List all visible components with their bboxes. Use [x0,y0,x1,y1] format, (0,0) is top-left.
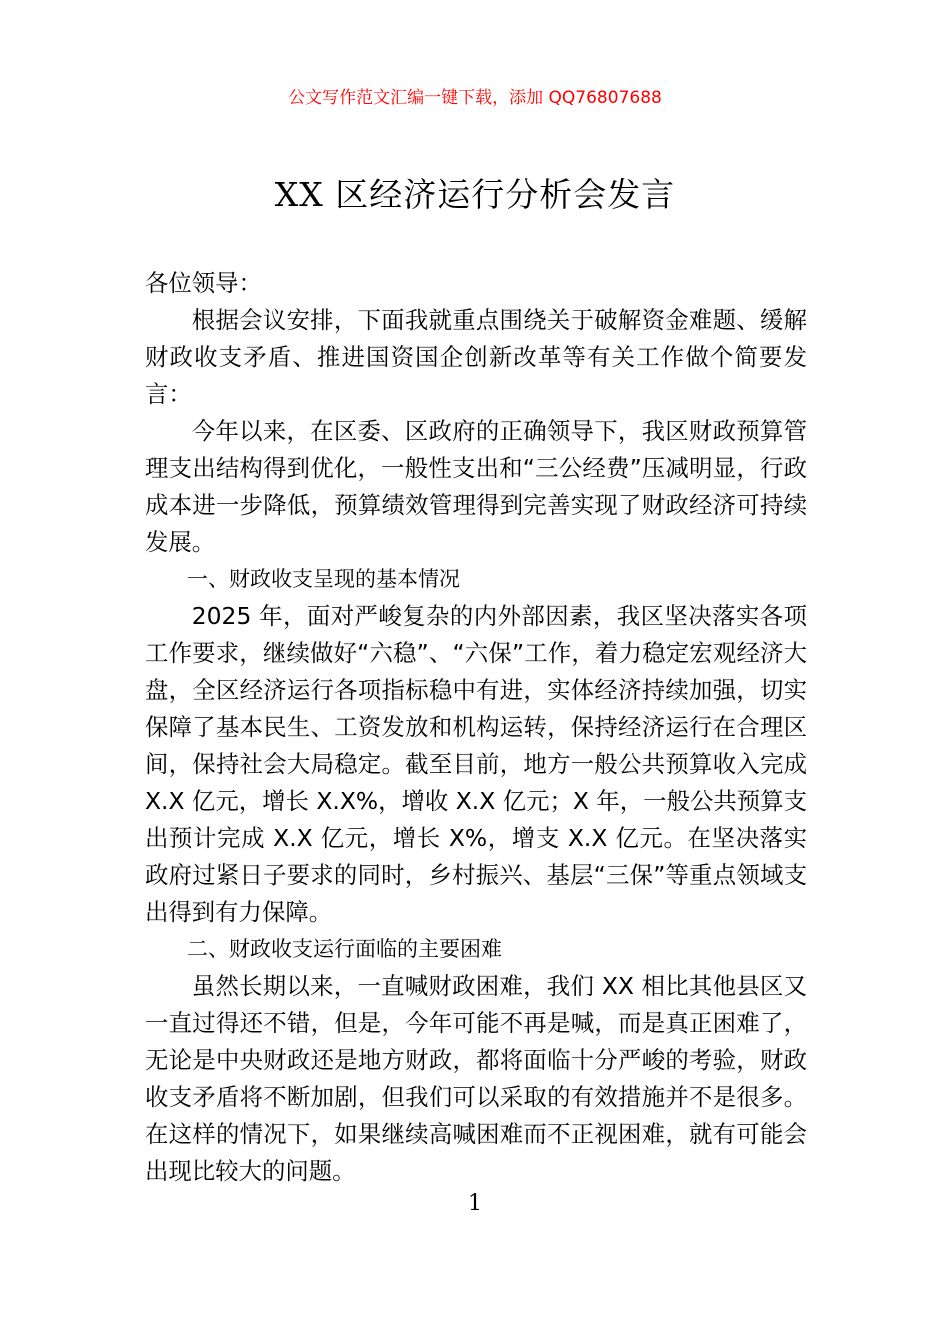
header-download-note: 公文写作范文汇编一键下载，添加 QQ76807688 [288,88,662,108]
paragraph-overview: 今年以来，在区委、区政府的正确领导下，我区财政预算管理支出结构得到优化，一般性支出和“三公经费”压减明显，行政成本进一步降低，预算绩效管理得到完善实现了财政经济可持续发展。 [145,417,807,556]
paragraph-section-1: 2025 年，面对严峻复杂的内外部因素，我区坚决落实各项工作要求，继续做好“六稳”、“六保”工作，着力稳定宏观经济大盘，全区经济运行各项指标稳中有进，实体经济持续加强，切实保障了基本民生、工资发放和机构运转，保持经济运行在合理区间，保持社会大局稳定。截至目前，地方一般公共预算收入完成 X.X 亿元，增长 X.X%，增收 X.X 亿元；X 年，一般公共预算支出预计完成 X.X 亿元，增长 X%，增支 X.X 亿元。在坚决落实政府过紧日子要求的同时，乡村振兴、基层“三保”等重点领域支出得到有力保障。 [145,602,807,926]
paragraph-section-2: 虽然长期以来，一直喊财政困难，我们 XX 相比其他县区又一直过得还不错，但是，今年可能不再是喊，而是真正困难了，无论是中央财政还是地方财政，都将面临十分严峻的考验，财政收支矛盾将不断加剧，但我们可以采取的有效措施并不是很多。在这样的情况下，如果继续高喊困难而不正视困难，就有可能会出现比较大的问题。 [145,972,807,1185]
salutation: 各位领导： [145,269,262,297]
page-number: 1 [468,1191,482,1216]
document-body [145,265,807,1190]
paragraph-intro: 根据会议安排，下面我就重点围绕关于破解资金难题、缓解财政收支矛盾、推进国资国企创新改革等有关工作做个简要发言： [145,306,807,408]
section-heading-1: 一、财政收支呈现的基本情况 [187,567,460,591]
section-heading-2: 二、财政收支运行面临的主要困难 [187,937,502,961]
document-title: XX 区经济运行分析会发言 [274,175,676,214]
